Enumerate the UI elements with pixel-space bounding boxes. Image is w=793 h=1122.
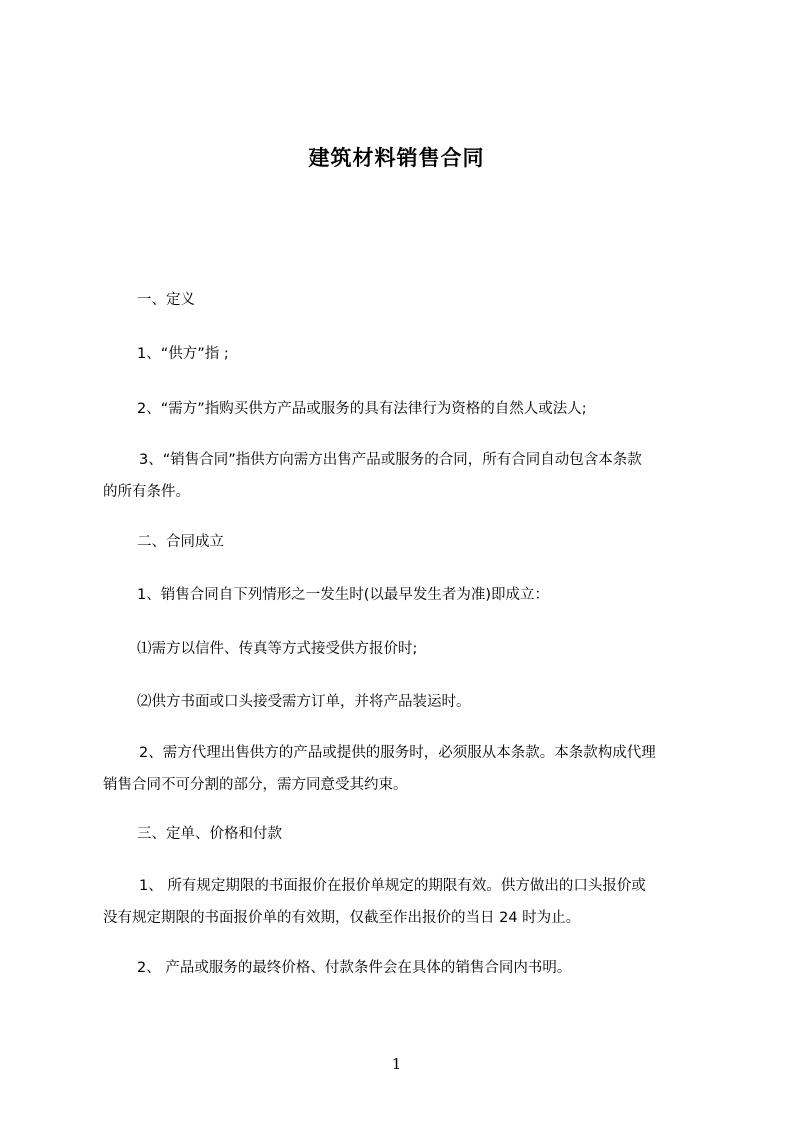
clause-formation-1: [103, 579, 723, 611]
paragraph-line: 销售合同不可分割的部分，需方同意受其约束。: [103, 777, 408, 793]
paragraph-line: 1、销售合同自下列情形之一发生时(以最早发生者为准)即成立：: [137, 587, 550, 603]
clause-formation-2: [103, 737, 723, 801]
paragraph-line: 三、定单、价格和付款: [137, 826, 282, 842]
clause-orders-2: [103, 952, 723, 984]
document-title: 建筑材料销售合同: [308, 146, 485, 170]
paragraph-line: ⑴需方以信件、传真等方式接受供方报价时;: [137, 641, 418, 657]
paragraph-line: 1、“供方”指 ;: [137, 346, 229, 362]
clause-formation-1-item-1: [103, 633, 723, 665]
clause-formation-1-item-2: [103, 686, 723, 718]
heading-definitions: [103, 284, 723, 316]
heading-contract-formation: [103, 526, 723, 558]
paragraph-line: 3、“销售合同”指供方向需方出售产品或服务的合同，所有合同自动包含本条款: [139, 452, 642, 468]
paragraph-line: ⑵供方书面或口头接受需方订单，并将产品装运时。: [137, 694, 471, 710]
clause-definition-3: [103, 444, 723, 508]
paragraph-line: 二、合同成立: [137, 534, 224, 550]
clause-definition-1: [103, 338, 723, 370]
clause-orders-1: [103, 870, 723, 934]
paragraph-line: 一、定义: [137, 292, 195, 308]
paragraph-line: 的所有条件。: [103, 484, 190, 500]
heading-orders-prices-payment: [103, 818, 723, 850]
paragraph-line: 没有规定期限的书面报价单的有效期，仅截至作出报价的当日 24 时为止。: [103, 910, 581, 926]
clause-definition-2: [103, 393, 723, 425]
paragraph-line: 1、 所有规定期限的书面报价在报价单规定的期限有效。供方做出的口头报价或: [139, 878, 646, 894]
paragraph-line: 2、“需方”指购买供方产品或服务的具有法律行为资格的自然人或法人;: [137, 401, 587, 417]
page-number: 1: [391, 1055, 402, 1073]
paragraph-line: 2、需方代理出售供方的产品或提供的服务时，必须服从本条款。本条款构成代理: [139, 745, 656, 761]
paragraph-line: 2、 产品或服务的最终价格、付款条件会在具体的销售合同内书明。: [137, 960, 572, 976]
